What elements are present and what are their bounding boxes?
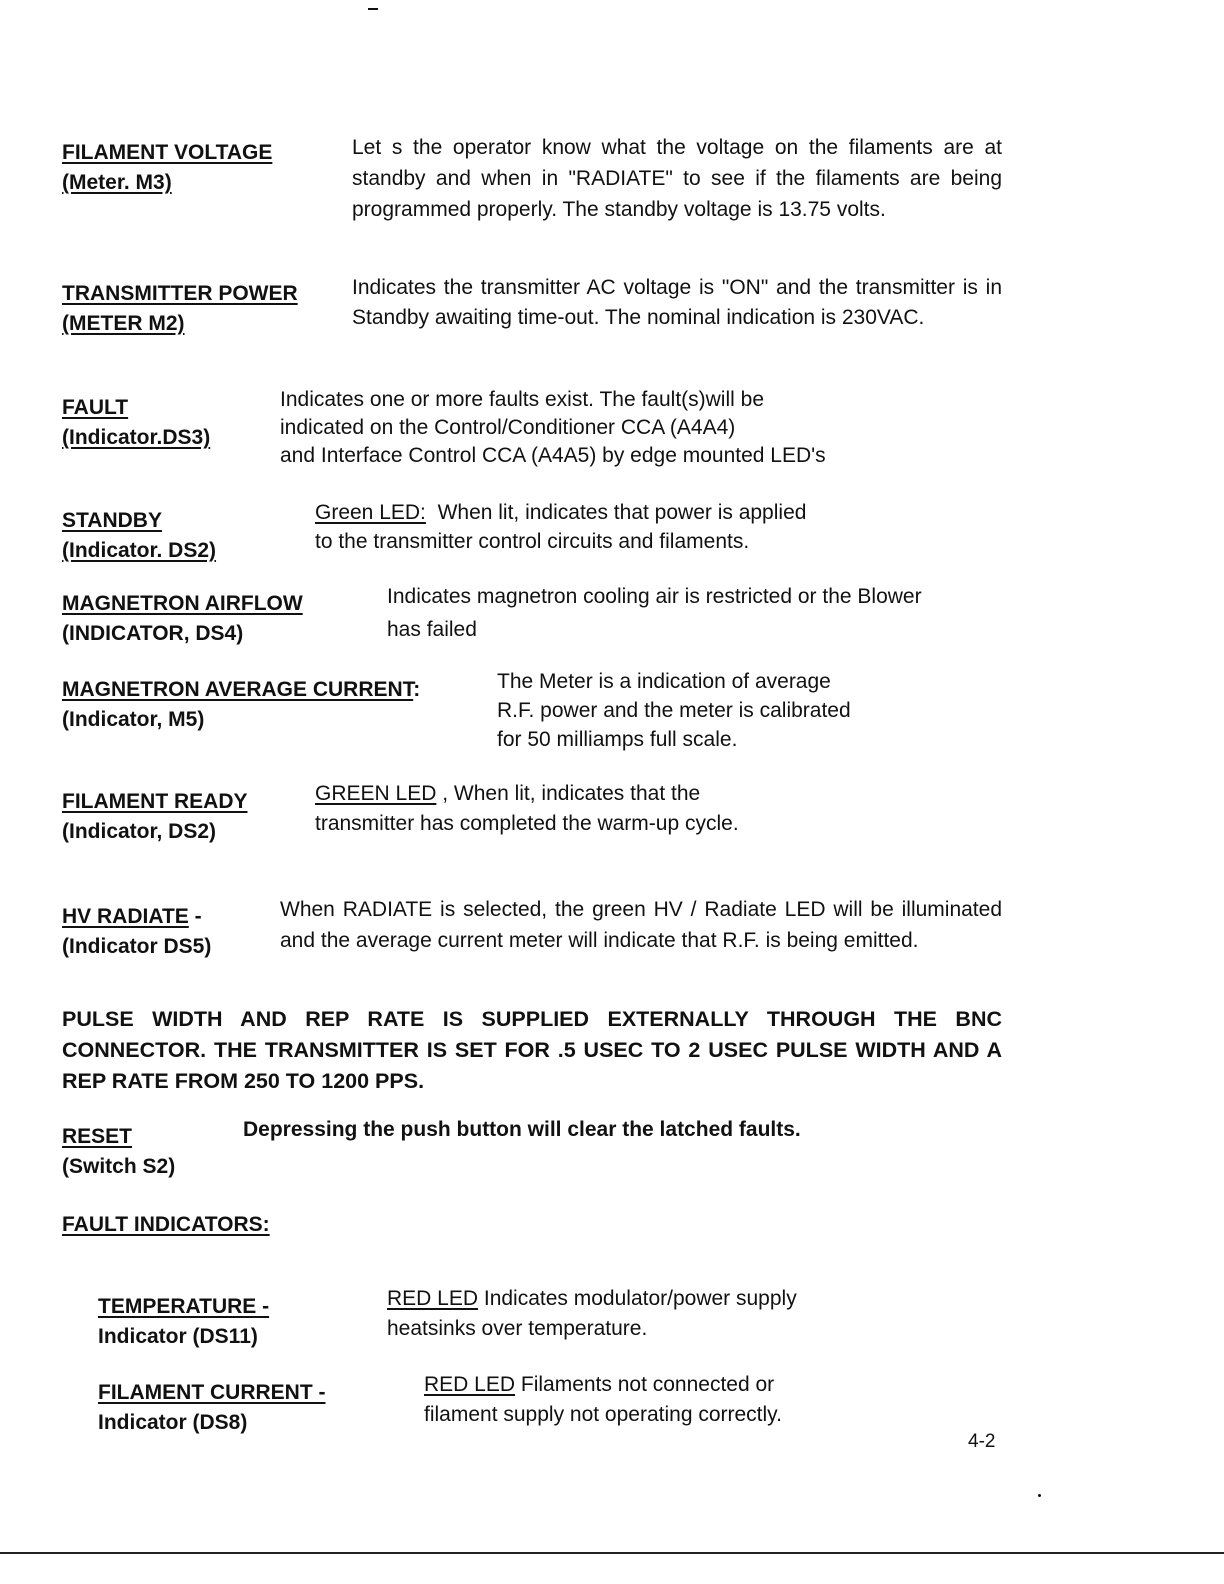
- entry-sub: (Indicator, M5): [62, 708, 205, 731]
- entry-desc: [497, 667, 977, 754]
- desc-line: filament supply not operating correctly.: [424, 1403, 782, 1426]
- entry-reset: [62, 1122, 175, 1182]
- desc-line: transmitter has completed the warm-up cycle.: [315, 812, 739, 835]
- led-label: Green LED:: [315, 501, 426, 524]
- entry-filament-ready: [62, 787, 248, 847]
- entry-term: FAULT: [62, 396, 129, 419]
- entry-sub: (Indicator. DS2): [62, 539, 217, 562]
- desc-line: When lit, indicates that power is applied: [437, 501, 807, 524]
- fault-term: TEMPERATURE -: [98, 1295, 270, 1318]
- entry-hv-radiate: [62, 902, 211, 962]
- desc-line: heatsinks over temperature.: [387, 1317, 648, 1340]
- led-label: RED LED: [424, 1373, 516, 1396]
- pulse-width-note: PULSE WIDTH AND REP RATE IS SUPPLIED EXTERNALLY THROUGH THE BNC CONNECTOR. THE TRANSMITTER IS SET FOR .5 USEC TO 2 USEC PULSE WIDTH AND A REP RATE FROM 250 TO 1200 PPS.: [62, 1007, 1002, 1093]
- desc-line: for 50 milliamps full scale.: [497, 728, 738, 751]
- fault-sub: Indicator (DS8): [98, 1411, 248, 1434]
- desc-line: , When lit, indicates that the: [442, 782, 701, 805]
- entry-transmitter-power: [62, 279, 298, 339]
- entry-standby: [62, 506, 216, 566]
- entry-desc: When RADIATE is selected, the green HV / Radiate LED will be illuminated and the average current meter will indicate that R.F. is being emitted.: [280, 898, 1002, 952]
- fault-desc: [424, 1370, 1024, 1430]
- entry-term: MAGNETRON AIRFLOW: [62, 592, 303, 615]
- scan-dot: [1038, 1494, 1041, 1497]
- entry-desc: [280, 386, 980, 470]
- entry-term: RESET: [62, 1125, 133, 1148]
- entry-filament-voltage: [62, 138, 272, 198]
- entry-term: HV RADIATE: [62, 905, 189, 928]
- fault-item-temperature: [98, 1292, 269, 1352]
- entry-sub: (Meter. M3): [62, 171, 172, 194]
- desc-line: Indicates one or more faults exist. The fault(s)will be: [280, 388, 764, 411]
- desc-line: to the transmitter control circuits and filaments.: [315, 530, 750, 553]
- term-suffix: :: [413, 678, 421, 701]
- entry-magnetron-average-current: [62, 675, 420, 735]
- fault-sub: Indicator (DS11): [98, 1325, 258, 1348]
- desc-line: Indicates modulator/power supply: [478, 1287, 797, 1310]
- desc-line: Filaments not connected or: [515, 1373, 775, 1396]
- scan-mark: [368, 8, 378, 10]
- fault-indicators-heading: FAULT INDICATORS:: [62, 1213, 270, 1236]
- entry-desc: Let s the operator know what the voltage on the filaments are at standby and when in "RADIATE" to see if the filaments are being programmed properly. The standby voltage is 13.75 volts.: [352, 136, 1002, 221]
- fault-item-filament-current: [98, 1378, 325, 1438]
- entry-desc: [387, 580, 1007, 646]
- entry-desc: [315, 779, 995, 839]
- fault-term: FILAMENT CURRENT -: [98, 1381, 326, 1404]
- term-suffix: -: [188, 905, 202, 928]
- led-label: RED LED: [387, 1287, 479, 1310]
- entry-sub: (METER M2): [62, 312, 185, 335]
- desc-line: indicated on the Control/Conditioner CCA (A4A4): [280, 416, 736, 439]
- desc-line: The Meter is a indication of average: [497, 670, 831, 693]
- entry-sub: (Indicator, DS2): [62, 820, 217, 843]
- entry-desc: Indicates the transmitter AC voltage is "ON" and the transmitter is in Standby awaiting time-out. The nominal indication is 230VAC.: [352, 276, 1002, 329]
- fault-desc: [387, 1284, 987, 1344]
- entry-term: STANDBY: [62, 509, 162, 532]
- entry-term: TRANSMITTER POWER: [62, 282, 298, 305]
- bottom-rule: [0, 1552, 1224, 1554]
- led-label: GREEN LED: [315, 782, 437, 805]
- entry-sub: (Indicator DS5): [62, 935, 212, 958]
- entry-term: FILAMENT READY: [62, 790, 248, 813]
- entry-sub: (Switch S2): [62, 1155, 176, 1178]
- entry-sub: (INDICATOR, DS4): [62, 622, 244, 645]
- desc-line: Indicates magnetron cooling air is restricted or the Blower: [387, 585, 922, 608]
- entry-desc: Depressing the push button will clear the latched faults.: [243, 1118, 801, 1141]
- desc-line: R.F. power and the meter is calibrated: [497, 699, 851, 722]
- entry-fault: [62, 393, 210, 453]
- entry-term: FILAMENT VOLTAGE: [62, 141, 273, 164]
- desc-line: has failed: [387, 618, 477, 641]
- page-number: 4-2: [968, 1431, 996, 1452]
- desc-line: and Interface Control CCA (A4A5) by edge mounted LED's: [280, 444, 826, 467]
- entry-term: MAGNETRON AVERAGE CURRENT: [62, 678, 414, 701]
- entry-sub: (Indicator.DS3): [62, 426, 211, 449]
- entry-desc: [315, 498, 995, 556]
- entry-magnetron-airflow: [62, 589, 303, 649]
